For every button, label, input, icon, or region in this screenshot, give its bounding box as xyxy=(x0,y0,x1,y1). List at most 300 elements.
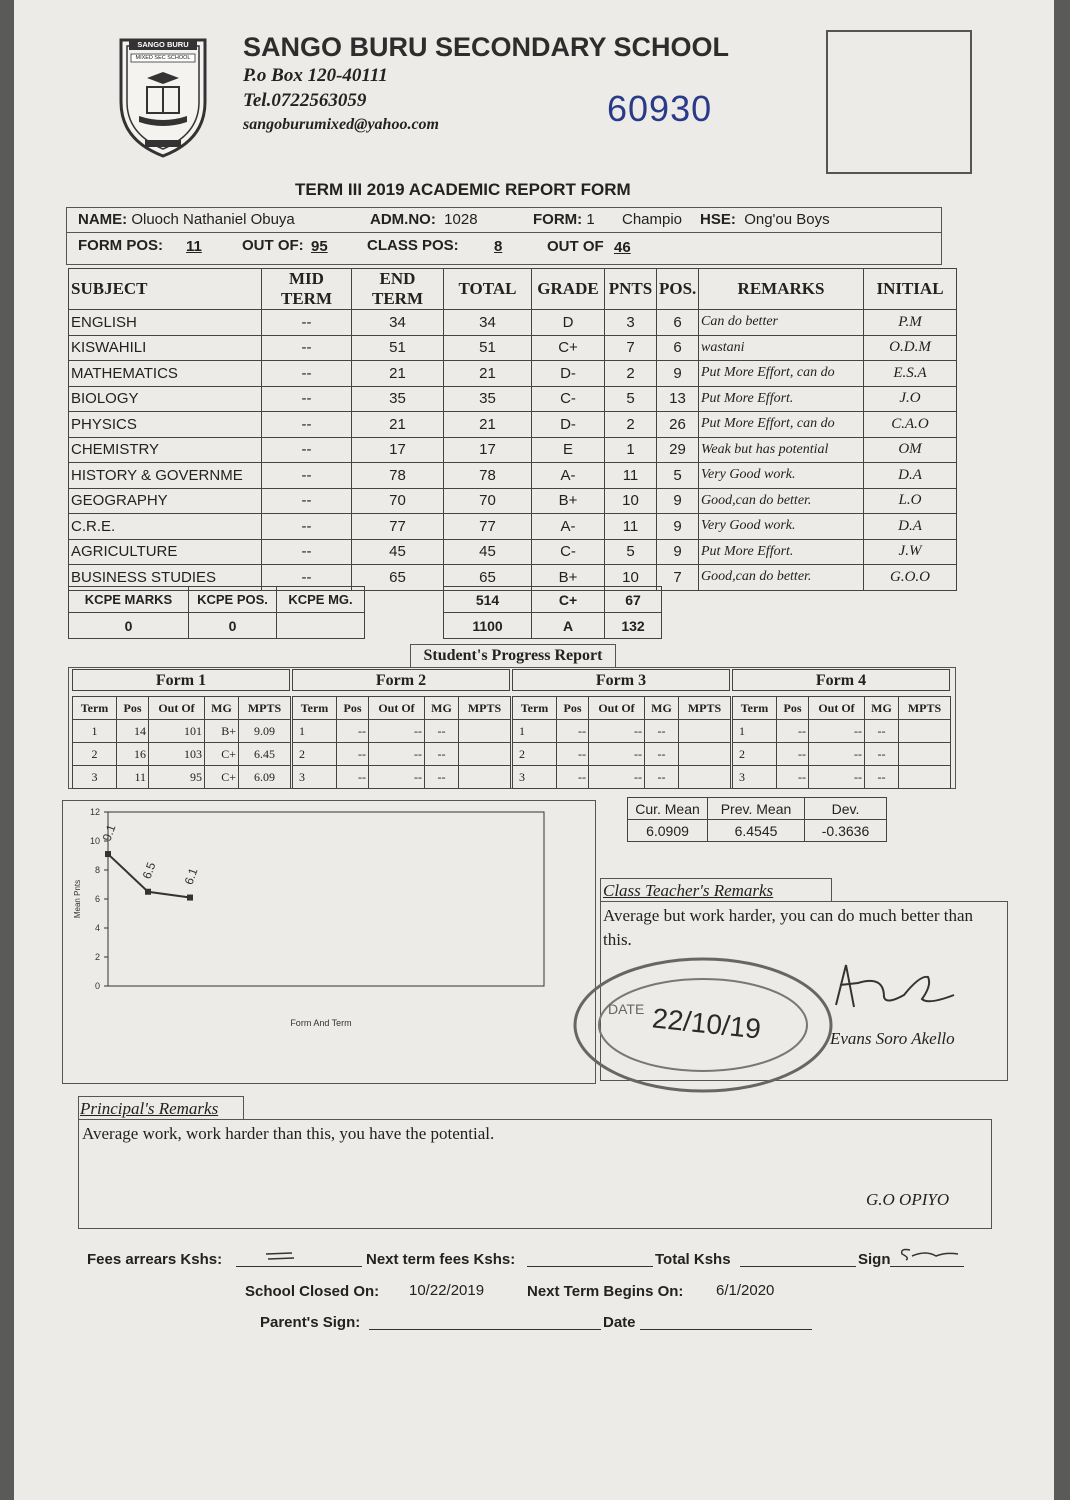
mean-points-chart xyxy=(66,804,556,1044)
subject-name: GEOGRAPHY xyxy=(69,488,262,514)
teacher-initial: P.M xyxy=(864,310,957,336)
points: 3 xyxy=(605,310,657,336)
end-term-score: 35 xyxy=(352,386,444,412)
subject-row xyxy=(69,514,957,540)
handwritten-number: 60930 xyxy=(607,88,713,129)
parent-sign-line xyxy=(369,1329,601,1330)
header-total: TOTAL xyxy=(444,269,532,310)
stamp-date: 22/10/19 xyxy=(650,1002,763,1045)
mid-term-score: -- xyxy=(262,335,352,361)
progress-out-of: -- xyxy=(589,766,645,789)
progress-row xyxy=(293,766,511,789)
progress-mpts xyxy=(899,743,951,766)
progress-out-of: 101 xyxy=(149,720,205,743)
grade: B+ xyxy=(532,488,605,514)
y-tick-label: 6 xyxy=(94,894,100,904)
header-subject: SUBJECT xyxy=(69,269,262,310)
total-score: 21 xyxy=(444,412,532,438)
progress-row xyxy=(293,743,511,766)
form-pos: 11 xyxy=(186,238,202,255)
form-pos-label: FORM POS: xyxy=(78,237,163,254)
teacher-signature xyxy=(824,955,974,1025)
progress-header: Out Of xyxy=(149,697,205,720)
progress-row xyxy=(73,743,291,766)
progress-header: MG xyxy=(205,697,239,720)
subject-name: MATHEMATICS xyxy=(69,361,262,387)
teacher-initial: O.D.M xyxy=(864,335,957,361)
points: 5 xyxy=(605,386,657,412)
principal-remark: Average work, work harder than this, you have the potential. xyxy=(82,1124,495,1143)
points: 11 xyxy=(605,463,657,489)
remark: Good,can do better. xyxy=(699,565,864,591)
next-term-begins-label: Next Term Begins On: xyxy=(527,1283,684,1300)
cur-mean: 6.0909 xyxy=(628,820,708,842)
subject-row xyxy=(69,361,957,387)
progress-header: Term xyxy=(73,697,117,720)
principal-title: Principal's Remarks xyxy=(80,1099,219,1118)
y-tick-label: 12 xyxy=(89,807,100,817)
total-score: 34 xyxy=(444,310,532,336)
progress-mg: -- xyxy=(425,743,459,766)
subject-name: ENGLISH xyxy=(69,310,262,336)
progress-mg: -- xyxy=(645,720,679,743)
progress-header: Term xyxy=(293,697,337,720)
subject-row xyxy=(69,539,957,565)
grade: D- xyxy=(532,412,605,438)
teacher-initial: E.S.A xyxy=(864,361,957,387)
total-score: 65 xyxy=(444,565,532,591)
progress-mg: B+ xyxy=(205,720,239,743)
kcpe-pos-header: KCPE POS. xyxy=(189,587,277,613)
progress-pos: -- xyxy=(337,720,369,743)
fees-arrears-mark xyxy=(262,1250,302,1262)
progress-row xyxy=(73,766,291,789)
points: 2 xyxy=(605,361,657,387)
progress-header: MPTS xyxy=(679,697,731,720)
remark: Good,can do better. xyxy=(699,488,864,514)
teacher-initial: J.W xyxy=(864,539,957,565)
progress-out-of: -- xyxy=(369,720,425,743)
class-pos-label: CLASS POS: xyxy=(367,237,459,254)
logo-sub-text: MIXED SEC SCHOOL xyxy=(135,55,191,61)
y-axis-label: Mean Pnts xyxy=(73,879,82,919)
fees-arrears-line xyxy=(236,1266,362,1267)
progress-header: MG xyxy=(865,697,899,720)
mid-term-score: -- xyxy=(262,386,352,412)
cur-mean-header: Cur. Mean xyxy=(628,798,708,820)
data-point xyxy=(187,895,193,901)
position: 13 xyxy=(657,386,699,412)
grade: D- xyxy=(532,361,605,387)
progress-form-block xyxy=(512,669,730,789)
max-points: 132 xyxy=(605,613,662,639)
bursar-signature xyxy=(896,1244,962,1264)
form-row: FORM: 1 xyxy=(533,211,595,228)
next-term-begins-date: 6/1/2020 xyxy=(716,1282,775,1299)
subjects-header-row xyxy=(69,269,957,310)
progress-header: MG xyxy=(425,697,459,720)
end-term-score: 70 xyxy=(352,488,444,514)
plot-area xyxy=(108,812,544,986)
kcpe-marks-header: KCPE MARKS xyxy=(69,587,189,613)
mid-term-score: -- xyxy=(262,412,352,438)
kcpe-mg xyxy=(277,613,365,639)
progress-mpts xyxy=(459,766,511,789)
position: 7 xyxy=(657,565,699,591)
school-email: sangoburumixed@yahoo.com xyxy=(243,116,439,133)
data-point xyxy=(105,851,111,857)
remark: Can do better xyxy=(699,310,864,336)
totals-table xyxy=(443,586,662,639)
kcpe-mg-header: KCPE MG. xyxy=(277,587,365,613)
progress-header: Pos xyxy=(557,697,589,720)
points: 7 xyxy=(605,335,657,361)
progress-mg: C+ xyxy=(205,743,239,766)
grade: E xyxy=(532,437,605,463)
end-term-score: 51 xyxy=(352,335,444,361)
progress-form-table xyxy=(72,696,291,789)
means-table xyxy=(627,797,887,842)
date-label: Date xyxy=(603,1314,636,1331)
subject-row xyxy=(69,386,957,412)
progress-mpts: 6.45 xyxy=(239,743,291,766)
progress-row xyxy=(513,743,731,766)
progress-mg: -- xyxy=(645,766,679,789)
progress-mpts xyxy=(679,720,731,743)
progress-row xyxy=(293,720,511,743)
house-name: Ong'ou Boys xyxy=(744,211,830,228)
progress-term: 2 xyxy=(73,743,117,766)
x-axis-label: Form And Term xyxy=(290,1018,352,1028)
remark: Very Good work. xyxy=(699,514,864,540)
school-closed-date: 10/22/2019 xyxy=(409,1282,485,1299)
report-title: TERM III 2019 ACADEMIC REPORT FORM xyxy=(295,180,631,199)
photo-box xyxy=(826,30,972,174)
y-tick-label: 4 xyxy=(94,923,100,933)
position: 9 xyxy=(657,488,699,514)
total-score: 70 xyxy=(444,488,532,514)
progress-pos: 14 xyxy=(117,720,149,743)
header-grade: GRADE xyxy=(532,269,605,310)
progress-header: MPTS xyxy=(239,697,291,720)
progress-out-of: 103 xyxy=(149,743,205,766)
progress-pos: -- xyxy=(557,766,589,789)
progress-header: MPTS xyxy=(459,697,511,720)
mid-term-score: -- xyxy=(262,565,352,591)
remark: Put More Effort. xyxy=(699,539,864,565)
teacher-initial: OM xyxy=(864,437,957,463)
fees-arrears-label: Fees arrears Kshs: xyxy=(87,1251,223,1268)
grade: A- xyxy=(532,463,605,489)
end-term-score: 21 xyxy=(352,361,444,387)
position: 29 xyxy=(657,437,699,463)
position: 9 xyxy=(657,514,699,540)
class-out: 46 xyxy=(614,239,631,256)
school-closed-label: School Closed On: xyxy=(245,1283,380,1300)
grade: C+ xyxy=(532,335,605,361)
progress-header: Pos xyxy=(777,697,809,720)
progress-term: 1 xyxy=(733,720,777,743)
progress-mg: -- xyxy=(865,743,899,766)
progress-pos: -- xyxy=(777,743,809,766)
subject-row xyxy=(69,310,957,336)
total-score: 77 xyxy=(444,514,532,540)
class-teacher-remark: Average but work harder, you can do much better than this. xyxy=(603,906,974,949)
next-term-fees-label: Next term fees Kshs: xyxy=(366,1251,516,1268)
progress-header: Term xyxy=(513,697,557,720)
teacher-initial: D.A xyxy=(864,463,957,489)
points: 10 xyxy=(605,565,657,591)
progress-mg: -- xyxy=(865,720,899,743)
progress-form-table xyxy=(732,696,951,789)
teacher-initial: L.O xyxy=(864,488,957,514)
progress-mg: C+ xyxy=(205,766,239,789)
end-term-score: 34 xyxy=(352,310,444,336)
prev-mean-header: Prev. Mean xyxy=(708,798,805,820)
progress-mpts xyxy=(899,720,951,743)
school-logo xyxy=(113,32,213,160)
out-of-label: OUT OF: xyxy=(242,237,304,254)
end-term-score: 65 xyxy=(352,565,444,591)
remark: Put More Effort. xyxy=(699,386,864,412)
subject-name: PHYSICS xyxy=(69,412,262,438)
student-name: Oluoch Nathaniel Obuya xyxy=(131,211,295,228)
subject-name: HISTORY & GOVERNME xyxy=(69,463,262,489)
class-teacher-title: Class Teacher's Remarks xyxy=(603,881,774,900)
end-term-score: 21 xyxy=(352,412,444,438)
deviation: -0.3636 xyxy=(805,820,887,842)
subject-name: AGRICULTURE xyxy=(69,539,262,565)
progress-header: MG xyxy=(645,697,679,720)
progress-term: 2 xyxy=(513,743,557,766)
y-tick-label: 2 xyxy=(94,952,100,962)
progress-mpts: 9.09 xyxy=(239,720,291,743)
progress-pos: 11 xyxy=(117,766,149,789)
points: 10 xyxy=(605,488,657,514)
progress-term: 2 xyxy=(293,743,337,766)
end-term-score: 78 xyxy=(352,463,444,489)
class-teacher-name: Evans Soro Akello xyxy=(830,1029,955,1048)
parent-sign-label: Parent's Sign: xyxy=(260,1314,361,1331)
mid-term-score: -- xyxy=(262,514,352,540)
class-out-label: OUT OF xyxy=(547,238,604,255)
progress-out-of: -- xyxy=(589,720,645,743)
subject-name: CHEMISTRY xyxy=(69,437,262,463)
max-grade: A xyxy=(532,613,605,639)
adm-no-row: ADM.NO: 1028 xyxy=(370,211,478,228)
grade: A- xyxy=(532,514,605,540)
progress-row xyxy=(733,720,951,743)
points: 11 xyxy=(605,514,657,540)
progress-header: Out Of xyxy=(809,697,865,720)
header-initial: INITIAL xyxy=(864,269,957,310)
kcpe-marks: 0 xyxy=(69,613,189,639)
kcpe-table xyxy=(68,586,365,639)
student-name-row: NAME: Oluoch Nathaniel Obuya xyxy=(78,211,295,228)
subject-name: C.R.E. xyxy=(69,514,262,540)
header-mid-term: MID TERM xyxy=(262,269,352,310)
remark: Put More Effort, can do xyxy=(699,361,864,387)
total-kshs-line xyxy=(740,1266,856,1267)
teacher-initial: J.O xyxy=(864,386,957,412)
sign-label: Sign xyxy=(858,1251,891,1268)
progress-form-title: Form 4 xyxy=(732,669,950,691)
principal-name: G.O OPIYO xyxy=(866,1190,950,1209)
teacher-initial: C.A.O xyxy=(864,412,957,438)
house-row: HSE: Ong'ou Boys xyxy=(700,211,830,228)
logo-top-text: SANGO BURU xyxy=(137,40,189,49)
progress-form-block xyxy=(732,669,950,789)
progress-out-of: -- xyxy=(369,766,425,789)
progress-pos: -- xyxy=(777,766,809,789)
progress-pos: -- xyxy=(557,743,589,766)
subject-row xyxy=(69,335,957,361)
progress-header: Out Of xyxy=(369,697,425,720)
progress-form-block xyxy=(292,669,510,789)
points: 2 xyxy=(605,412,657,438)
mid-term-score: -- xyxy=(262,437,352,463)
position: 6 xyxy=(657,335,699,361)
total-score: 51 xyxy=(444,335,532,361)
progress-term: 1 xyxy=(73,720,117,743)
data-label: 9.1 xyxy=(99,822,119,844)
progress-out-of: -- xyxy=(809,720,865,743)
progress-term: 2 xyxy=(733,743,777,766)
progress-report-title: Student's Progress Report xyxy=(410,644,616,668)
remark: wastani xyxy=(699,335,864,361)
adm-no: 1028 xyxy=(444,211,478,228)
progress-out-of: -- xyxy=(369,743,425,766)
total-marks: 514 xyxy=(444,587,532,613)
progress-mg: -- xyxy=(645,743,679,766)
subject-name: KISWAHILI xyxy=(69,335,262,361)
progress-pos: -- xyxy=(337,766,369,789)
progress-row xyxy=(733,766,951,789)
progress-row xyxy=(513,766,731,789)
progress-mpts xyxy=(899,766,951,789)
progress-form-title: Form 3 xyxy=(512,669,730,691)
position: 26 xyxy=(657,412,699,438)
points: 5 xyxy=(605,539,657,565)
grade: B+ xyxy=(532,565,605,591)
progress-row xyxy=(513,720,731,743)
mid-term-score: -- xyxy=(262,361,352,387)
total-score: 21 xyxy=(444,361,532,387)
total-grade: C+ xyxy=(532,587,605,613)
progress-pos: -- xyxy=(337,743,369,766)
grade: C- xyxy=(532,386,605,412)
progress-row xyxy=(73,720,291,743)
progress-out-of: -- xyxy=(809,743,865,766)
grade: D xyxy=(532,310,605,336)
svg-text:DATE: DATE xyxy=(608,1001,645,1017)
out-of: 95 xyxy=(311,238,328,255)
progress-mg: -- xyxy=(425,720,459,743)
teacher-initial: D.A xyxy=(864,514,957,540)
mid-term-score: -- xyxy=(262,310,352,336)
progress-mg: -- xyxy=(865,766,899,789)
school-po-box: P.o Box 120-40111 xyxy=(243,65,388,86)
school-tel: Tel.0722563059 xyxy=(243,90,367,111)
progress-term: 1 xyxy=(513,720,557,743)
mid-term-score: -- xyxy=(262,463,352,489)
class-pos: 8 xyxy=(494,238,503,255)
data-label: 6.5 xyxy=(139,860,159,881)
progress-row xyxy=(733,743,951,766)
progress-mpts xyxy=(679,766,731,789)
progress-out-of: -- xyxy=(809,766,865,789)
header-points: PNTS xyxy=(605,269,657,310)
header-remarks: REMARKS xyxy=(699,269,864,310)
dev-header: Dev. xyxy=(805,798,887,820)
subject-row xyxy=(69,437,957,463)
progress-term: 3 xyxy=(733,766,777,789)
y-tick-label: 10 xyxy=(89,836,100,846)
progress-mpts: 6.09 xyxy=(239,766,291,789)
progress-term: 3 xyxy=(73,766,117,789)
total-points: 67 xyxy=(605,587,662,613)
header-end-term: END TERM xyxy=(352,269,444,310)
subjects-table xyxy=(68,268,957,591)
mid-term-score: -- xyxy=(262,539,352,565)
max-marks: 1100 xyxy=(444,613,532,639)
date-line xyxy=(640,1329,812,1330)
subject-name: BUSINESS STUDIES xyxy=(69,565,262,591)
progress-form-title: Form 2 xyxy=(292,669,510,691)
progress-mg: -- xyxy=(425,766,459,789)
data-label: 6.1 xyxy=(181,866,201,887)
progress-form-table xyxy=(512,696,731,789)
progress-report xyxy=(72,669,952,787)
y-tick-label: 8 xyxy=(94,865,100,875)
position: 6 xyxy=(657,310,699,336)
progress-out-of: -- xyxy=(589,743,645,766)
progress-term: 3 xyxy=(513,766,557,789)
prev-mean: 6.4545 xyxy=(708,820,805,842)
remark: Weak but has potential xyxy=(699,437,864,463)
kcpe-pos: 0 xyxy=(189,613,277,639)
progress-pos: -- xyxy=(777,720,809,743)
end-term-score: 45 xyxy=(352,539,444,565)
progress-form-title: Form 1 xyxy=(72,669,290,691)
teacher-initial: G.O.O xyxy=(864,565,957,591)
progress-mpts xyxy=(459,743,511,766)
progress-mpts xyxy=(679,743,731,766)
progress-form-block xyxy=(72,669,290,789)
sign-line xyxy=(890,1266,964,1267)
progress-header: MPTS xyxy=(899,697,951,720)
points: 1 xyxy=(605,437,657,463)
progress-term: 1 xyxy=(293,720,337,743)
total-score: 35 xyxy=(444,386,532,412)
total-score: 78 xyxy=(444,463,532,489)
progress-header: Out Of xyxy=(589,697,645,720)
progress-form-table xyxy=(292,696,511,789)
total-score: 17 xyxy=(444,437,532,463)
progress-header: Term xyxy=(733,697,777,720)
end-term-score: 17 xyxy=(352,437,444,463)
progress-header: Pos xyxy=(117,697,149,720)
subject-row xyxy=(69,488,957,514)
next-term-fees-line xyxy=(527,1266,653,1267)
subject-name: BIOLOGY xyxy=(69,386,262,412)
subject-row xyxy=(69,412,957,438)
progress-out-of: 95 xyxy=(149,766,205,789)
total-score: 45 xyxy=(444,539,532,565)
position: 9 xyxy=(657,539,699,565)
progress-pos: -- xyxy=(557,720,589,743)
progress-header: Pos xyxy=(337,697,369,720)
